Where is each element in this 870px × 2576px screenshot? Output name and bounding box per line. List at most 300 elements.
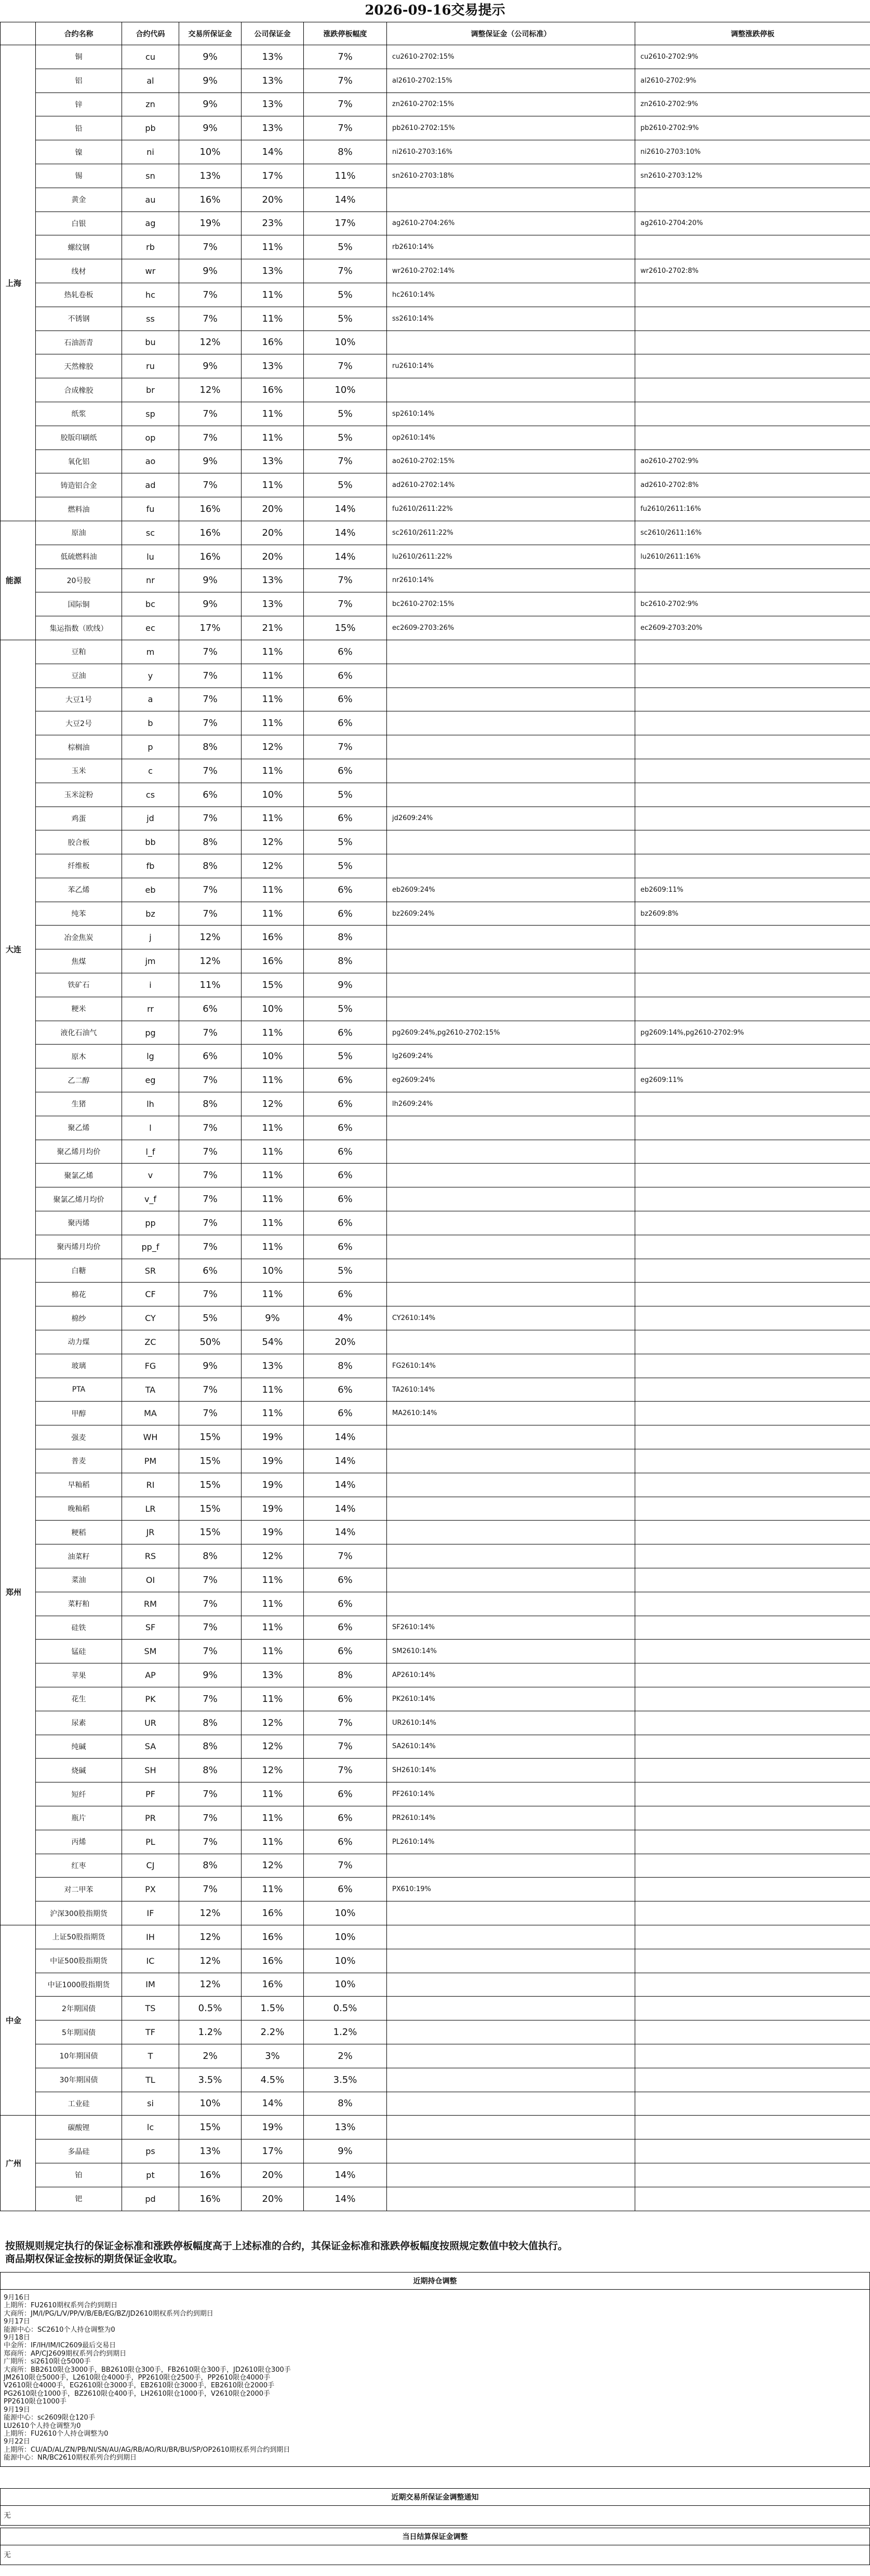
company-margin-cell: 13% [242,450,304,473]
adjusted-limit-cell [635,1497,870,1521]
price-limit-cell: 6% [304,1068,387,1092]
price-limit-cell: 7% [304,69,387,93]
exchange-margin-cell: 6% [179,997,242,1021]
adjusted-limit-cell [635,2068,870,2092]
contract-code-cell: j [122,926,179,949]
price-limit-cell: 10% [304,1901,387,1925]
table-row [1,1259,870,1283]
contract-name-cell: 合成橡胶 [36,378,122,402]
table-row [1,735,870,759]
exchange-margin-cell: 7% [179,1830,242,1854]
contract-code-cell: cs [122,783,179,807]
exchange-margin-cell: 12% [179,378,242,402]
price-limit-cell: 8% [304,926,387,949]
company-margin-cell: 19% [242,1449,304,1473]
header-company-margin: 公司保证金 [242,22,304,45]
adjusted-margin-cell: bc2610-2702:15% [387,592,635,616]
table-header-row [1,22,870,45]
adjusted-margin-cell: ag2610-2704:26% [387,212,635,235]
contract-name-cell: 胶版印刷纸 [36,426,122,450]
contract-code-cell: SF [122,1616,179,1640]
exchange-margin-cell: 5% [179,1306,242,1330]
table-row [1,2116,870,2139]
contract-name-cell: 红枣 [36,1854,122,1878]
exchange-margin-cell: 7% [179,1187,242,1211]
company-margin-cell: 12% [242,1544,304,1568]
company-margin-cell: 21% [242,616,304,640]
company-margin-cell: 11% [242,1140,304,1164]
contract-code-cell: l_f [122,1140,179,1164]
adjusted-limit-cell: fu2610/2611:16% [635,497,870,521]
contract-code-cell: al [122,69,179,93]
adjusted-limit-cell [635,1211,870,1235]
exchange-margin-cell: 8% [179,1854,242,1878]
table-row [1,1402,870,1425]
contract-code-cell: CF [122,1283,179,1306]
adjusted-limit-cell [635,1402,870,1425]
adjusted-limit-cell: ec2609-2703:20% [635,616,870,640]
table-row [1,711,870,735]
adjusted-margin-cell [387,331,635,354]
contract-code-cell: eg [122,1068,179,1092]
table-row [1,1187,870,1211]
contract-code-cell: ag [122,212,179,235]
contract-code-cell: OI [122,1568,179,1592]
price-limit-cell: 6% [304,688,387,711]
exchange-margin-section [0,2488,870,2526]
adjusted-limit-cell [635,807,870,830]
adjusted-margin-cell [387,1521,635,1544]
exchange-margin-cell: 19% [179,212,242,235]
table-row [1,1806,870,1830]
price-limit-cell: 7% [304,93,387,116]
price-limit-cell: 5% [304,783,387,807]
adjusted-limit-cell [635,307,870,331]
company-margin-cell: 10% [242,997,304,1021]
adjusted-limit-cell: bc2610-2702:9% [635,592,870,616]
contract-code-cell: au [122,188,179,212]
company-margin-cell: 13% [242,1663,304,1687]
adjusted-margin-cell [387,1283,635,1306]
company-margin-cell: 15% [242,973,304,997]
company-margin-cell: 12% [242,1759,304,1782]
table-row [1,188,870,212]
adjusted-limit-cell: cu2610-2702:9% [635,45,870,69]
price-limit-cell: 6% [304,1092,387,1116]
adjusted-limit-cell [635,1521,870,1544]
adjusted-limit-cell [635,1259,870,1283]
price-limit-cell: 9% [304,973,387,997]
contract-code-cell: c [122,759,179,783]
table-row [1,2092,870,2116]
company-margin-cell: 11% [242,307,304,331]
adjusted-margin-cell [387,2068,635,2092]
table-row [1,1640,870,1663]
table-row [1,307,870,331]
exchange-margin-cell: 7% [179,402,242,426]
price-limit-cell: 10% [304,1973,387,1997]
position-limit-line: 9月17日 [4,2318,30,2326]
price-limit-cell: 15% [304,616,387,640]
exchange-margin-cell: 16% [179,545,242,569]
company-margin-cell: 19% [242,1473,304,1497]
adjusted-margin-cell [387,2020,635,2044]
contract-name-cell: 大豆1号 [36,688,122,711]
contract-code-cell: zn [122,93,179,116]
contract-name-cell: 30年期国债 [36,2068,122,2092]
adjusted-limit-cell [635,854,870,878]
exchange-margin-cell: 7% [179,426,242,450]
header-price-limit: 涨跌停板幅度 [304,22,387,45]
contract-code-cell: T [122,2044,179,2068]
table-row [1,140,870,164]
adjusted-margin-cell [387,1592,635,1616]
company-margin-cell: 16% [242,949,304,973]
contract-code-cell: ni [122,140,179,164]
adjusted-margin-cell [387,1497,635,1521]
exchange-margin-cell: 9% [179,93,242,116]
contract-code-cell: PF [122,1782,179,1806]
company-margin-cell: 19% [242,2116,304,2139]
adjusted-limit-cell [635,1187,870,1211]
contract-name-cell: 螺纹钢 [36,235,122,259]
contract-code-cell: TA [122,1378,179,1402]
position-limit-line: 能源中心：SC2610个人持仓调整为0 [4,2326,115,2334]
position-limit-line: 广期所：si2610限仓5000手 [4,2358,91,2366]
contract-name-cell: 豆粕 [36,640,122,664]
contract-name-cell: 锰硅 [36,1640,122,1663]
exchange-margin-cell: 9% [179,354,242,378]
company-margin-cell: 12% [242,830,304,854]
adjusted-limit-cell [635,354,870,378]
exchange-margin-cell: 50% [179,1330,242,1354]
company-margin-cell: 1.5% [242,1997,304,2020]
contract-name-cell: 棕榈油 [36,735,122,759]
table-row [1,783,870,807]
adjusted-margin-cell: ec2609-2703:26% [387,616,635,640]
price-limit-cell: 6% [304,1187,387,1211]
contract-name-cell: 黄金 [36,188,122,212]
price-limit-cell: 6% [304,1378,387,1402]
position-limit-line: V2610限仓4000手，EG2610限仓3000手，EB2610限仓3000手，EB2610限仓2000手 [4,2382,275,2390]
company-margin-cell: 12% [242,1854,304,1878]
price-limit-cell: 6% [304,664,387,688]
contract-name-cell: 瓶片 [36,1806,122,1830]
adjusted-limit-cell [635,402,870,426]
adjusted-limit-cell: eg2609:11% [635,1068,870,1092]
company-margin-cell: 2.2% [242,2020,304,2044]
company-margin-cell: 11% [242,807,304,830]
exchange-margin-cell: 7% [179,1878,242,1901]
page-title: 2026-09-16交易提示 [365,3,505,18]
table-row [1,1425,870,1449]
price-limit-cell: 11% [304,164,387,188]
exchange-margin-cell: 7% [179,283,242,307]
exchange-margin-cell: 8% [179,1092,242,1116]
table-row [1,1045,870,1068]
adjusted-margin-cell: eb2609:24% [387,878,635,902]
contract-name-cell: 上证50股指期货 [36,1925,122,1949]
contract-code-cell: fu [122,497,179,521]
price-limit-cell: 6% [304,711,387,735]
contract-code-cell: bc [122,592,179,616]
company-margin-cell: 13% [242,259,304,283]
adjusted-margin-cell [387,1473,635,1497]
position-limit-line: 能源中心：sc2609限仓120手 [4,2414,95,2422]
company-margin-cell: 13% [242,93,304,116]
contract-name-cell: 钯 [36,2187,122,2211]
contract-name-cell: 锌 [36,93,122,116]
adjusted-margin-cell: pb2610-2702:15% [387,116,635,140]
table-row [1,473,870,497]
adjusted-margin-cell: FG2610:14% [387,1354,635,1378]
contract-code-cell: pb [122,116,179,140]
contract-name-cell: 中证1000股指期货 [36,1973,122,1997]
exchange-margin-cell: 16% [179,497,242,521]
adjusted-margin-cell: zn2610-2702:15% [387,93,635,116]
adjusted-margin-cell [387,997,635,1021]
company-margin-cell: 11% [242,1806,304,1830]
company-margin-cell: 20% [242,2187,304,2211]
company-margin-cell: 11% [242,1782,304,1806]
price-limit-cell: 7% [304,1711,387,1735]
table-row [1,521,870,545]
exchange-margin-cell: 6% [179,1259,242,1283]
price-limit-cell: 6% [304,1283,387,1306]
exchange-margin-cell: 1.2% [179,2020,242,2044]
exchange-margin-cell: 7% [179,1235,242,1259]
contract-code-cell: CY [122,1306,179,1330]
contract-name-cell: 原木 [36,1045,122,1068]
exchange-margin-cell: 7% [179,711,242,735]
exchange-group-cell: 郑州 [1,1259,36,1925]
contract-code-cell: op [122,426,179,450]
price-limit-cell: 6% [304,1616,387,1640]
company-margin-cell: 11% [242,664,304,688]
table-row [1,878,870,902]
adjusted-limit-cell: pb2610-2702:9% [635,116,870,140]
rules-note [0,2237,870,2269]
contract-name-cell: 铝 [36,69,122,93]
contract-name-cell: 中证500股指期货 [36,1949,122,1973]
exchange-margin-cell: 7% [179,473,242,497]
exchange-margin-cell: 7% [179,1068,242,1092]
company-margin-cell: 19% [242,1521,304,1544]
adjusted-margin-cell [387,664,635,688]
exchange-group-cell: 中金 [1,1925,36,2115]
table-row [1,212,870,235]
adjusted-limit-cell [635,1854,870,1878]
company-margin-cell: 54% [242,1330,304,1354]
price-limit-cell: 7% [304,1544,387,1568]
contract-code-cell: PL [122,1830,179,1854]
table-row [1,640,870,664]
table-row [1,1068,870,1092]
contract-name-cell: 纯苯 [36,902,122,926]
contract-code-cell: cu [122,45,179,69]
company-margin-cell: 11% [242,473,304,497]
position-limit-title: 近期持仓调整 [0,2272,870,2290]
table-row [1,949,870,973]
exchange-margin-cell: 9% [179,592,242,616]
price-limit-cell: 7% [304,116,387,140]
contract-name-cell: 强麦 [36,1425,122,1449]
price-limit-cell: 6% [304,1878,387,1901]
adjusted-limit-cell [635,1616,870,1640]
contract-name-cell: 5年期国债 [36,2020,122,2044]
adjusted-limit-cell [635,1164,870,1187]
adjusted-margin-cell: sc2610/2611:22% [387,521,635,545]
exchange-margin-cell: 8% [179,1544,242,1568]
adjusted-margin-cell [387,1854,635,1878]
contract-code-cell: lg [122,1045,179,1068]
adjusted-limit-cell: bz2609:8% [635,902,870,926]
contract-name-cell: 天然橡胶 [36,354,122,378]
contract-name-cell: 油菜籽 [36,1544,122,1568]
table-row [1,1830,870,1854]
contract-code-cell: IF [122,1901,179,1925]
contract-name-cell: 工业硅 [36,2092,122,2116]
price-limit-cell: 6% [304,1806,387,1830]
exchange-margin-cell: 15% [179,2116,242,2139]
contract-code-cell: ps [122,2139,179,2163]
adjusted-limit-cell [635,735,870,759]
contract-code-cell: l [122,1116,179,1140]
company-margin-cell: 11% [242,878,304,902]
price-limit-cell: 5% [304,1045,387,1068]
price-limit-cell: 14% [304,1449,387,1473]
day-margin-text: 无 [0,2545,870,2565]
company-margin-cell: 12% [242,854,304,878]
adjusted-margin-cell [387,1116,635,1140]
adjusted-limit-cell [635,1140,870,1164]
adjusted-margin-cell: cu2610-2702:15% [387,45,635,69]
table-row [1,164,870,188]
adjusted-margin-cell [387,830,635,854]
contract-name-cell: 纤维板 [36,854,122,878]
price-limit-cell: 10% [304,331,387,354]
adjusted-limit-cell: zn2610-2702:9% [635,93,870,116]
company-margin-cell: 10% [242,1259,304,1283]
exchange-margin-cell: 7% [179,902,242,926]
price-limit-cell: 10% [304,378,387,402]
exchange-margin-cell: 10% [179,140,242,164]
table-row [1,854,870,878]
contract-name-cell: 玉米淀粉 [36,783,122,807]
company-margin-cell: 11% [242,759,304,783]
table-row [1,1140,870,1164]
position-limit-line: 9月18日 [4,2334,30,2342]
exchange-margin-cell: 3.5% [179,2068,242,2092]
table-row [1,45,870,69]
price-limit-cell: 7% [304,735,387,759]
exchange-margin-cell: 17% [179,616,242,640]
adjusted-margin-cell [387,640,635,664]
company-margin-cell: 13% [242,592,304,616]
contract-code-cell: FG [122,1354,179,1378]
price-limit-cell: 0.5% [304,1997,387,2020]
table-row [1,1021,870,1045]
table-row [1,1521,870,1544]
adjusted-limit-cell: wr2610-2702:8% [635,259,870,283]
table-row [1,688,870,711]
adjusted-margin-cell [387,711,635,735]
adjusted-margin-cell [387,1140,635,1164]
contract-name-cell: 苯乙烯 [36,878,122,902]
exchange-margin-cell: 7% [179,1806,242,1830]
contract-name-cell: 白银 [36,212,122,235]
contract-code-cell: m [122,640,179,664]
position-limit-line: JM2610限仓5000手，L2610限仓4000手，PP2610限仓2500手，PP2610限仓4000手 [4,2374,271,2382]
table-row [1,116,870,140]
exchange-margin-cell: 10% [179,2092,242,2116]
exchange-margin-cell: 7% [179,1616,242,1640]
adjusted-limit-cell [635,283,870,307]
contract-name-cell: 粳米 [36,997,122,1021]
price-limit-cell: 5% [304,307,387,331]
price-limit-cell: 6% [304,640,387,664]
contract-name-cell: 原油 [36,521,122,545]
position-limit-line: 9月22日 [4,2438,30,2446]
price-limit-cell: 5% [304,473,387,497]
contract-code-cell: lh [122,1092,179,1116]
header-exchange [1,22,36,45]
company-margin-cell: 12% [242,1092,304,1116]
adjusted-margin-cell [387,1949,635,1973]
adjusted-margin-cell [387,1235,635,1259]
adjusted-margin-cell: PR2610:14% [387,1806,635,1830]
exchange-margin-title: 近期交易所保证金调整通知 [0,2488,870,2506]
contract-code-cell: PK [122,1687,179,1711]
adjusted-limit-cell [635,1640,870,1663]
company-margin-cell: 16% [242,926,304,949]
adjusted-margin-cell: sn2610-2703:18% [387,164,635,188]
table-row [1,2020,870,2044]
contract-code-cell: JR [122,1521,179,1544]
contract-name-cell: 铜 [36,45,122,69]
price-limit-cell: 6% [304,878,387,902]
adjusted-limit-cell [635,688,870,711]
company-margin-cell: 13% [242,354,304,378]
adjusted-limit-cell [635,2187,870,2211]
adjusted-margin-cell [387,2187,635,2211]
price-limit-cell: 6% [304,759,387,783]
adjusted-limit-cell [635,235,870,259]
contract-code-cell: MA [122,1402,179,1425]
adjusted-limit-cell [635,1235,870,1259]
contract-code-cell: PX [122,1878,179,1901]
adjusted-limit-cell: sn2610-2703:12% [635,164,870,188]
adjusted-margin-cell: wr2610-2702:14% [387,259,635,283]
company-margin-cell: 11% [242,1283,304,1306]
contract-code-cell: ec [122,616,179,640]
adjusted-margin-cell: UR2610:14% [387,1711,635,1735]
adjusted-margin-cell: PX610:19% [387,1878,635,1901]
company-margin-cell: 14% [242,140,304,164]
price-limit-cell: 8% [304,1663,387,1687]
company-margin-cell: 20% [242,188,304,212]
exchange-margin-cell: 8% [179,830,242,854]
company-margin-cell: 17% [242,2139,304,2163]
adjusted-margin-cell [387,1925,635,1949]
table-row [1,1330,870,1354]
adjusted-margin-cell [387,1544,635,1568]
contract-name-cell: 集运指数（欧线） [36,616,122,640]
contract-name-cell: 10年期国债 [36,2044,122,2068]
price-limit-cell: 5% [304,830,387,854]
table-row [1,1164,870,1187]
table-row [1,93,870,116]
